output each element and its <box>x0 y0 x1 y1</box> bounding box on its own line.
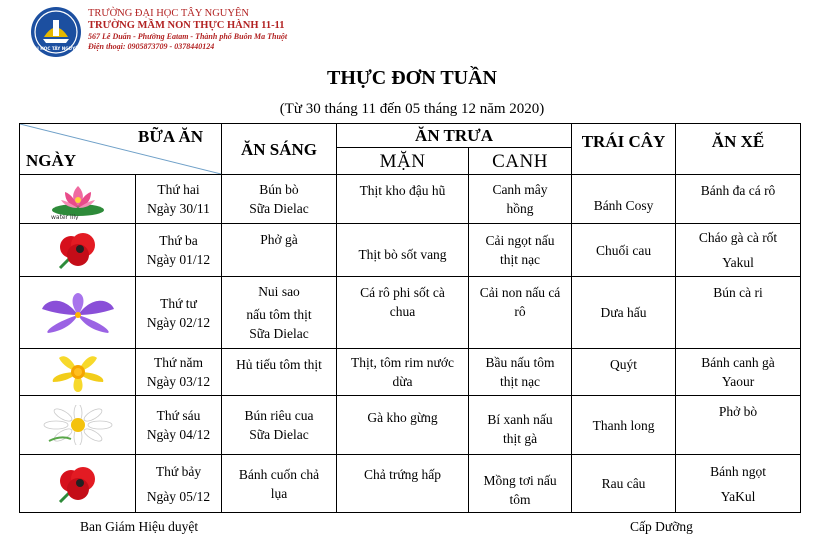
soup-item: thịt nạc <box>499 252 541 267</box>
day-cell <box>136 175 222 224</box>
fruit-cell: Quýt <box>572 349 676 396</box>
purple-crocus-icon <box>28 291 128 335</box>
fruit-cell: Dưa hấu <box>572 277 676 349</box>
soup-item: hồng <box>506 201 534 216</box>
soup-item: Bí xanh nấu <box>487 412 553 427</box>
soup-cell <box>469 455 572 513</box>
snack-cell <box>676 455 801 513</box>
day-name: Thứ sáu <box>156 408 201 423</box>
red-poppy-icon <box>50 228 106 272</box>
breakfast-cell <box>222 455 337 513</box>
snack-item: YaKul <box>720 488 756 504</box>
snack-item: Yakul <box>722 255 754 270</box>
school-address: 567 Lê Duẩn - Phường Eatam - Thành phố Buôn Ma Thuột <box>88 32 288 41</box>
day-name: Thứ năm <box>154 355 203 370</box>
day-cell <box>136 277 222 349</box>
weekly-menu-table <box>19 123 801 513</box>
soup-item: Cải ngọt nấu <box>485 233 555 248</box>
day-name: Thứ hai <box>157 182 200 197</box>
salty-cell: Thịt kho đậu hũ <box>337 175 469 224</box>
breakfast-item: Bún riêu cua <box>244 408 314 423</box>
fruit-cell: Rau câu <box>572 455 676 513</box>
soup-item: rô <box>514 304 526 319</box>
snack-cell <box>676 349 801 396</box>
breakfast-item: Bún bò <box>259 182 299 197</box>
breakfast-cell <box>222 175 337 224</box>
header-fruit: TRÁI CÂY <box>572 124 676 175</box>
day-name: Thứ tư <box>160 295 197 311</box>
flower-cell <box>20 277 136 349</box>
soup-cell <box>469 277 572 349</box>
soup-item: Bầu nấu tôm <box>485 355 555 370</box>
breakfast-item: Nui sao <box>258 284 300 299</box>
soup-cell <box>469 175 572 224</box>
logo-text: ĐẠI HỌC TÂY NGUYÊN <box>30 46 82 51</box>
fruit-cell: Bánh Cosy <box>572 175 676 224</box>
salty-item: dừa <box>392 374 413 389</box>
header-breakfast: ĂN SÁNG <box>222 124 337 175</box>
soup-item: Cải non nấu cá <box>479 285 561 300</box>
corner-day-label: NGÀY <box>26 151 77 170</box>
day-date: Ngày 02/12 <box>146 314 211 330</box>
fruit-cell: Thanh long <box>572 396 676 455</box>
salty-cell <box>337 277 469 349</box>
white-daisy-icon <box>41 405 115 445</box>
day-date: Ngày 04/12 <box>146 427 211 442</box>
fruit-cell: Chuối cau <box>572 224 676 277</box>
soup-cell <box>469 396 572 455</box>
soup-item: thịt nạc <box>499 374 541 389</box>
table-row <box>20 175 801 224</box>
snack-cell: Phở bò <box>676 396 801 455</box>
day-cell <box>136 224 222 277</box>
soup-item: Mồng tơi nấu <box>483 473 557 488</box>
snack-cell <box>676 224 801 277</box>
breakfast-item: Sữa Dielac <box>249 427 309 442</box>
soup-item: tôm <box>509 492 531 507</box>
snack-item: Bánh ngọt <box>710 463 766 479</box>
salty-item: Thịt, tôm rim nước <box>351 355 454 370</box>
soup-cell <box>469 349 572 396</box>
day-date: Ngày 03/12 <box>146 374 211 389</box>
breakfast-item: Sữa Dielac <box>249 201 309 216</box>
soup-item: thịt gà <box>502 431 538 446</box>
breakfast-cell: Phở gà <box>222 224 337 277</box>
day-date: Ngày 01/12 <box>146 252 211 267</box>
yellow-daffodil-icon <box>43 350 113 394</box>
header-lunch: ĂN TRƯA <box>337 124 572 148</box>
header-lunch-soup: CANH <box>469 148 572 175</box>
school-line-2: TRƯỜNG MẦM NON THỰC HÀNH 11-11 <box>88 20 285 31</box>
day-name: Thứ ba <box>159 233 198 248</box>
school-phone: Điện thoại: 0905873709 - 0378440124 <box>88 42 215 51</box>
breakfast-cell <box>222 396 337 455</box>
school-logo-icon <box>30 6 82 58</box>
salty-cell <box>337 349 469 396</box>
flower-cell <box>20 224 136 277</box>
snack-item: Yaour <box>721 374 755 389</box>
salty-item: chua <box>389 304 416 319</box>
flower-cell <box>20 396 136 455</box>
day-date: Ngày 05/12 <box>146 488 211 504</box>
corner-header <box>20 124 222 175</box>
breakfast-item: lụa <box>270 485 288 501</box>
breakfast-cell <box>222 277 337 349</box>
flower-cell <box>20 455 136 513</box>
table-row <box>20 455 801 513</box>
table-row <box>20 349 801 396</box>
table-row <box>20 396 801 455</box>
breakfast-item: nấu tôm thịt <box>246 307 312 322</box>
table-row <box>20 224 801 277</box>
flower-cell <box>20 349 136 396</box>
water-lily-icon <box>47 178 109 220</box>
page-title: THỰC ĐƠN TUẦN <box>326 67 497 89</box>
day-cell <box>136 455 222 513</box>
principal-approval-label: Ban Giám Hiệu duyệt <box>80 519 199 534</box>
snack-item: Bánh canh gà <box>701 355 775 370</box>
day-date: Ngày 30/11 <box>147 201 210 216</box>
flower-caption: water lily <box>50 214 79 220</box>
breakfast-item: Sữa Dielac <box>249 326 309 341</box>
salty-cell: Gà kho gừng <box>337 396 469 455</box>
breakfast-cell: Hủ tiếu tôm thịt <box>222 349 337 396</box>
red-poppy-icon <box>50 462 106 506</box>
day-cell <box>136 396 222 455</box>
soup-cell <box>469 224 572 277</box>
header-lunch-salty: MẶN <box>337 148 469 175</box>
page-subtitle: (Từ 30 tháng 11 đến 05 tháng 12 năm 2020) <box>279 101 545 117</box>
corner-meal-label: BỮA ĂN <box>137 127 203 146</box>
snack-cell <box>676 175 801 224</box>
header-snack: ĂN XẾ <box>676 124 801 175</box>
day-name: Thứ bảy <box>155 463 202 479</box>
snack-cell: Bún cà ri <box>676 277 801 349</box>
flower-cell <box>20 175 136 224</box>
salty-cell: Thịt bò sốt vang <box>337 224 469 277</box>
salty-cell: Chả trứng hấp <box>337 455 469 513</box>
day-cell <box>136 349 222 396</box>
school-info <box>88 8 488 52</box>
snack-item: Cháo gà cà rốt <box>698 230 778 245</box>
breakfast-item: Bánh cuốn chả <box>238 466 320 482</box>
school-line-1: TRƯỜNG ĐẠI HỌC TÂY NGUYÊN <box>88 8 249 19</box>
soup-item: Canh mây <box>492 182 548 197</box>
snack-item: Bánh đa cá rô <box>700 183 776 198</box>
cook-signature-label: Cấp Dưỡng <box>630 519 693 534</box>
salty-item: Cá rô phi sốt cà <box>360 285 445 300</box>
table-row <box>20 277 801 349</box>
